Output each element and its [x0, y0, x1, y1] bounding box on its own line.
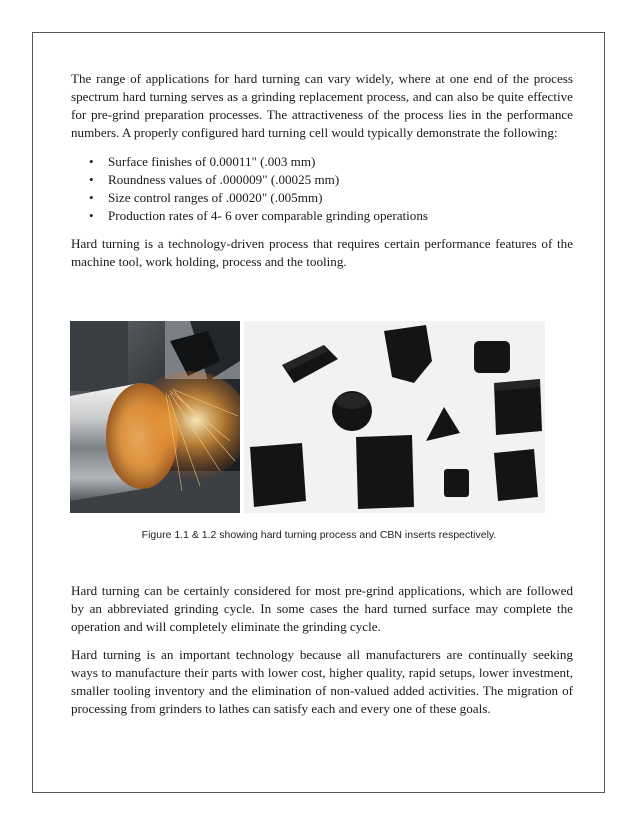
pregrind-paragraph: Hard turning can be certainly considered for most pre-grind applications, which are followed by an abbreviated grinding cycle. In some cases the hard turned surface may complete the operation and will completely eliminate the grinding cycle.: [71, 583, 573, 634]
list-item: • Roundness values of .000009" (.00025 mm): [71, 171, 571, 189]
list-item: • Production rates of 4- 6 over comparable grinding operations: [71, 207, 571, 225]
technology-paragraph: Hard turning is a technology-driven process that requires certain performance features of the machine tool, work holding, process and the tooling.: [71, 236, 573, 269]
importance-paragraph: Hard turning is an important technology because all manufacturers are continually seeking ways to manufacture their parts with lower cost, higher quality, rapid setups, lower investment, smaller tooling inventory and the elimination of non-valued added activities. The migration of processing from grinders to lathes can satisfy each and every one of these goals.: [71, 647, 573, 716]
figure-caption: Figure 1.1 & 1.2 showing hard turning process and CBN inserts respectively.: [141, 529, 497, 541]
hard-turning-photo: [70, 321, 240, 513]
cbn-inserts-photo: [244, 321, 545, 513]
list-item: • Surface finishes of 0.00011" (.003 mm): [71, 153, 571, 171]
performance-list: [71, 153, 571, 225]
intro-paragraph: The range of applications for hard turning can vary widely, where at one end of the process spectrum hard turning serves as a grinding replacement process, and can also be quite effective for pre-grind preparation processes. The attractiveness of the process lies in the performance numbers. A properly configured hard turning cell would typically demonstrate the following:: [71, 71, 573, 140]
list-item: • Size control ranges of .00020" (.005mm): [71, 189, 571, 207]
